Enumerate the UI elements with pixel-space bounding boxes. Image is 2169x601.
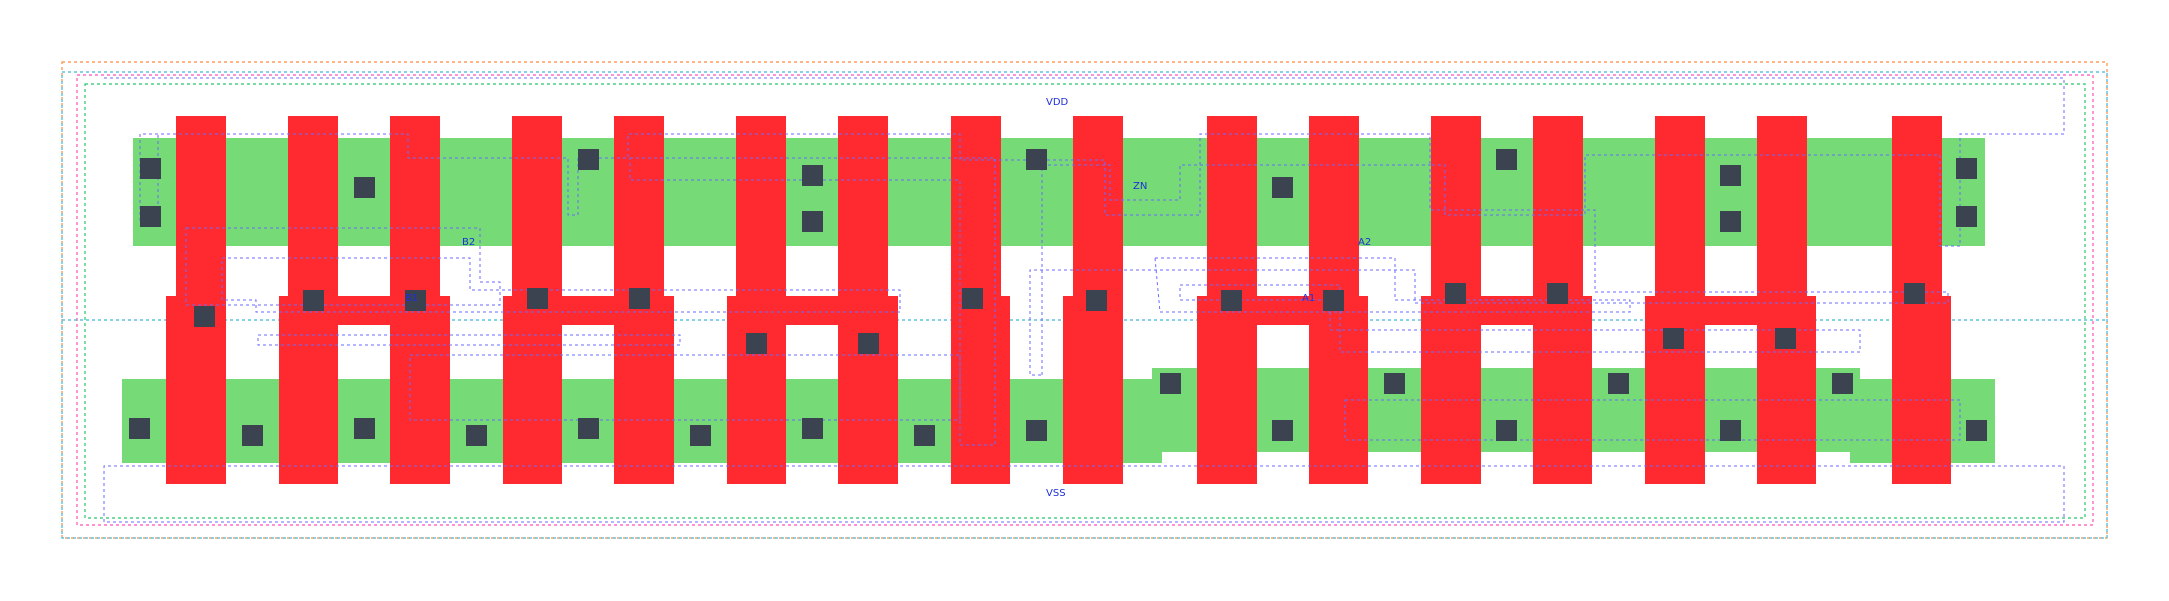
contact — [914, 425, 935, 446]
contact — [1496, 149, 1517, 170]
contact — [527, 288, 548, 309]
poly-gate-12 — [1431, 116, 1481, 296]
contact — [140, 158, 161, 179]
contact — [1026, 420, 1047, 441]
poly-gate-15 — [1757, 116, 1807, 296]
label-vdd: VDD — [1046, 97, 1069, 108]
label-vss: VSS — [1046, 488, 1066, 499]
poly-gate-2 — [288, 116, 338, 296]
contact — [1775, 328, 1796, 349]
label-a1: A1 — [1302, 293, 1316, 304]
poly-gate-7 — [838, 116, 888, 296]
contact — [129, 418, 150, 439]
contact — [746, 333, 767, 354]
contact — [1720, 211, 1741, 232]
label-zn: ZN — [1133, 181, 1148, 192]
contact — [1956, 158, 1977, 179]
contact — [802, 165, 823, 186]
poly-gate-9 — [1073, 116, 1123, 296]
contact — [629, 288, 650, 309]
contact — [858, 333, 879, 354]
contact — [1608, 373, 1629, 394]
contact — [578, 149, 599, 170]
contact — [303, 290, 324, 311]
contact — [354, 177, 375, 198]
contact — [1547, 283, 1568, 304]
contact — [1323, 290, 1344, 311]
contact — [690, 425, 711, 446]
contact — [140, 206, 161, 227]
label-a2: A2 — [1358, 237, 1372, 248]
contact — [1496, 420, 1517, 441]
poly-gate-9-lower — [1063, 296, 1123, 484]
poly-gate-1 — [176, 116, 226, 296]
contact — [194, 306, 215, 327]
poly-gate-3 — [390, 116, 440, 296]
contact — [1445, 283, 1466, 304]
poly-gate-11 — [1309, 116, 1359, 296]
contact — [1272, 420, 1293, 441]
contact — [1086, 290, 1107, 311]
poly-gate-10 — [1207, 116, 1257, 296]
contact — [1720, 165, 1741, 186]
contact — [1160, 373, 1181, 394]
poly-gate-16-lower — [1892, 296, 1951, 484]
label-b1: B1 — [405, 293, 419, 304]
contact — [466, 425, 487, 446]
poly-gate-13 — [1533, 116, 1583, 296]
contact — [802, 211, 823, 232]
contact — [962, 288, 983, 309]
label-b2: B2 — [462, 237, 476, 248]
poly-gate-5 — [614, 116, 664, 296]
poly-gate-16 — [1892, 116, 1942, 296]
contact — [1966, 420, 1987, 441]
contact — [578, 418, 599, 439]
contact — [242, 425, 263, 446]
poly-gate-8 — [951, 116, 1001, 296]
poly-gate-14 — [1655, 116, 1705, 296]
contact — [1221, 290, 1242, 311]
contact — [1663, 328, 1684, 349]
contact — [1272, 177, 1293, 198]
contact — [1720, 420, 1741, 441]
poly-gate-6 — [736, 116, 786, 296]
contact — [1832, 373, 1853, 394]
contact — [354, 418, 375, 439]
contact — [1384, 373, 1405, 394]
contact — [802, 418, 823, 439]
contact — [1026, 149, 1047, 170]
poly-gate-4 — [512, 116, 562, 296]
contact — [1904, 283, 1925, 304]
contact — [1956, 206, 1977, 227]
